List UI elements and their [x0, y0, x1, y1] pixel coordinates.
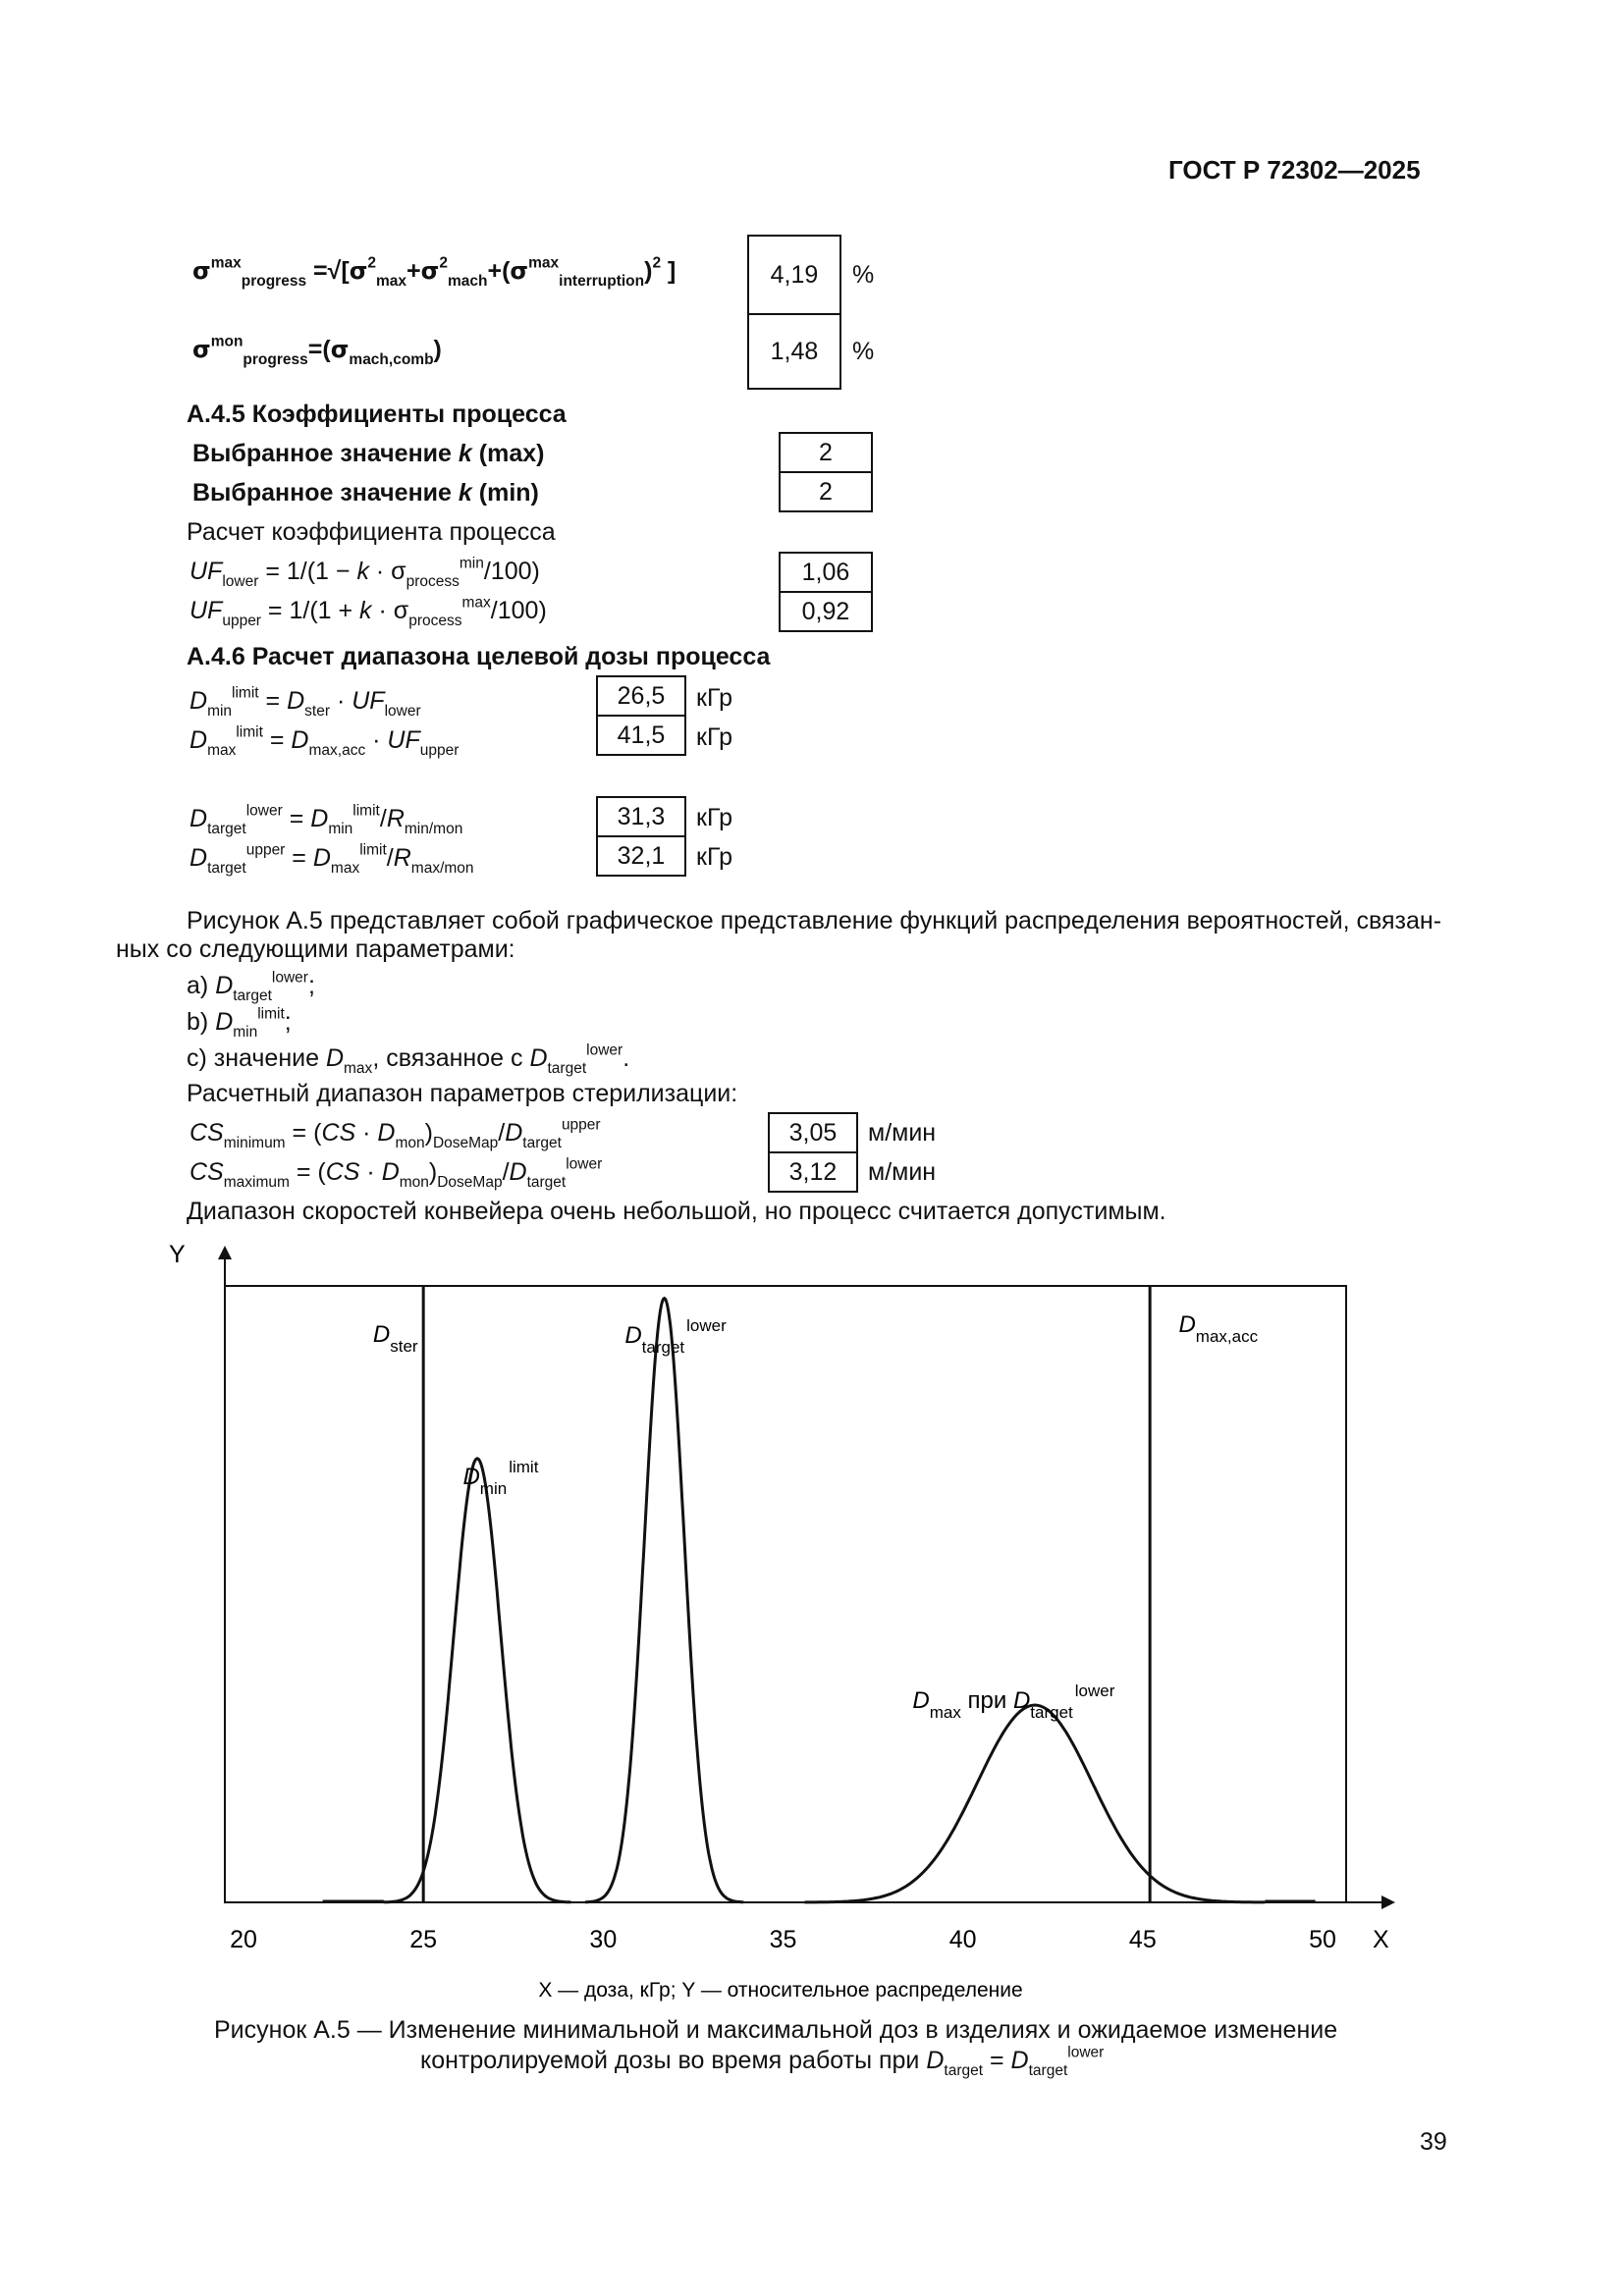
sigma-progress-max-value: 4,19 [747, 235, 841, 315]
uf-upper-value: 0,92 [779, 591, 873, 632]
list-item-b: b) $D_{min}^{limit}$; [187, 1005, 292, 1041]
conclusion-text: Диапазон скоростей конвейера очень небольшой, но процесс считается допустимым. [187, 1198, 1166, 1225]
axis-caption: X — доза, кГр; Y — относительное распределение [538, 1979, 1023, 2002]
list-item-a: a) $D_{target}^{lower}$; [187, 969, 315, 1004]
label-d-max-at-d-target-lower: $D_{max}$ при $D_{target}^{lower}$ [912, 1682, 1115, 1722]
k-min-value: 2 [779, 471, 873, 512]
label-d-max-acc: $D_{max,acc}$ [1178, 1311, 1259, 1346]
process-coefficient-label: Расчет коэффициента процесса [187, 518, 556, 546]
sigma-progress-mon-unit: % [852, 338, 875, 365]
section-heading-a46: А.4.6 Расчет диапазона целевой дозы процесса [187, 643, 771, 670]
uf-lower-formula: $UF_{lower} = 1/(1 - k \cdot \sigma_{process}^{min}/100)$ [189, 555, 540, 590]
sigma-progress-mon-formula: $\sigma^{mon}_{progress}=(\sigma_{mach,comb})$ [192, 333, 442, 368]
document-header: ГОСТ Р 72302—2025 [1168, 155, 1421, 185]
dtarget-lower-unit: кГр [696, 804, 732, 831]
sigma-progress-max-unit: % [852, 261, 875, 289]
figure-caption-line-1: Рисунок А.5 — Изменение минимальной и максимальной доз в изделиях и ожидаемое изменение [214, 2016, 1338, 2044]
x-tick-label-30: 30 [589, 1926, 618, 1953]
label-d-ster: $D_{ster}$ [372, 1321, 418, 1356]
paragraph-line-1: Рисунок А.5 представляет собой графическое представление функций распределения вероятностей, связан- [187, 907, 1442, 934]
sigma-progress-max-formula: $\sigma^{max}_{progress} =√[\sigma^2_{max}+\sigma^2_{mach}+(\sigma^{max}_{interruption})^2$ ] [192, 254, 677, 290]
uf-upper-formula: $UF_{upper} = 1/(1 + k \cdot \sigma_{process}^{max}/100)$ [189, 594, 547, 629]
page-number: 39 [1420, 2128, 1447, 2156]
dtarget-lower-value: 31,3 [596, 796, 686, 837]
x-tick-label-40: 40 [948, 1926, 977, 1953]
list-item-c: c) значение $D_{max}$, связанное с $D_{target}^{lower}$. [187, 1041, 630, 1077]
x-tick-label-50: 50 [1309, 1926, 1336, 1953]
dtarget-lower-formula: $D_{target}^{lower} = D_{min}^{limit}/R_{min/mon}$ [189, 802, 463, 837]
label-d-target-lower: $D_{target}^{lower}$ [624, 1316, 727, 1357]
plot-frame [225, 1286, 1346, 1902]
sterilization-range-label: Расчетный диапазон параметров стерилизации: [187, 1080, 738, 1107]
dmin-limit-formula: $D_{min}^{limit} = D_{ster} \cdot UF_{lower}$ [189, 684, 421, 720]
dose-distribution-chart [0, 1227, 1624, 2012]
dmax-limit-formula: $D_{max}^{limit} = D_{max,acc} \cdot UF_{upper}$ [189, 723, 460, 759]
x-tick-label-20: 20 [230, 1926, 257, 1953]
x-tick-label-35: 35 [769, 1926, 797, 1953]
paragraph-line-2: ных со следующими параметрами: [116, 935, 515, 963]
distribution-curve-3 [805, 1705, 1266, 1902]
cs-minimum-unit: м/мин [868, 1119, 937, 1147]
dmin-limit-unit: кГр [696, 684, 732, 712]
cs-minimum-formula: $CS_{minimum} = (CS \cdot D_{mon})_{DoseMap}/D_{target}^{upper}$ [189, 1116, 601, 1151]
distribution-curve-2 [585, 1299, 743, 1902]
dtarget-upper-unit: кГр [696, 843, 732, 871]
x-tick-label-45: 45 [1128, 1926, 1157, 1953]
figure-caption-line-2: контролируемой дозы во время работы при $D_{target} = D_{target}^{lower}$ [420, 2044, 1105, 2079]
k-max-label: Выбранное значение k (max) [192, 440, 545, 467]
x-tick-label-25: 25 [409, 1926, 438, 1953]
cs-maximum-formula: $CS_{maximum} = (CS \cdot D_{mon})_{DoseMap}/D_{target}^{lower}$ [189, 1155, 603, 1191]
cs-maximum-unit: м/мин [868, 1158, 937, 1186]
dmax-limit-unit: кГр [696, 723, 732, 751]
section-heading-a45: А.4.5 Коэффициенты процесса [187, 400, 567, 428]
dmax-limit-value: 41,5 [596, 715, 686, 756]
x-axis-label: X [1373, 1926, 1389, 1953]
distribution-curve-1 [384, 1459, 571, 1902]
y-axis-label: Y [169, 1241, 186, 1268]
dtarget-upper-value: 32,1 [596, 835, 686, 877]
k-max-value: 2 [779, 432, 873, 473]
dmin-limit-value: 26,5 [596, 675, 686, 717]
dtarget-upper-formula: $D_{target}^{upper} = D_{max}^{limit}/R_{max/mon}$ [189, 841, 474, 877]
label-d-min-limit: $D_{min}^{limit}$ [462, 1458, 539, 1498]
cs-minimum-value: 3,05 [768, 1112, 858, 1153]
cs-maximum-value: 3,12 [768, 1151, 858, 1193]
k-min-label: Выбранное значение k (min) [192, 479, 539, 507]
uf-lower-value: 1,06 [779, 552, 873, 593]
sigma-progress-mon-value: 1,48 [747, 313, 841, 390]
